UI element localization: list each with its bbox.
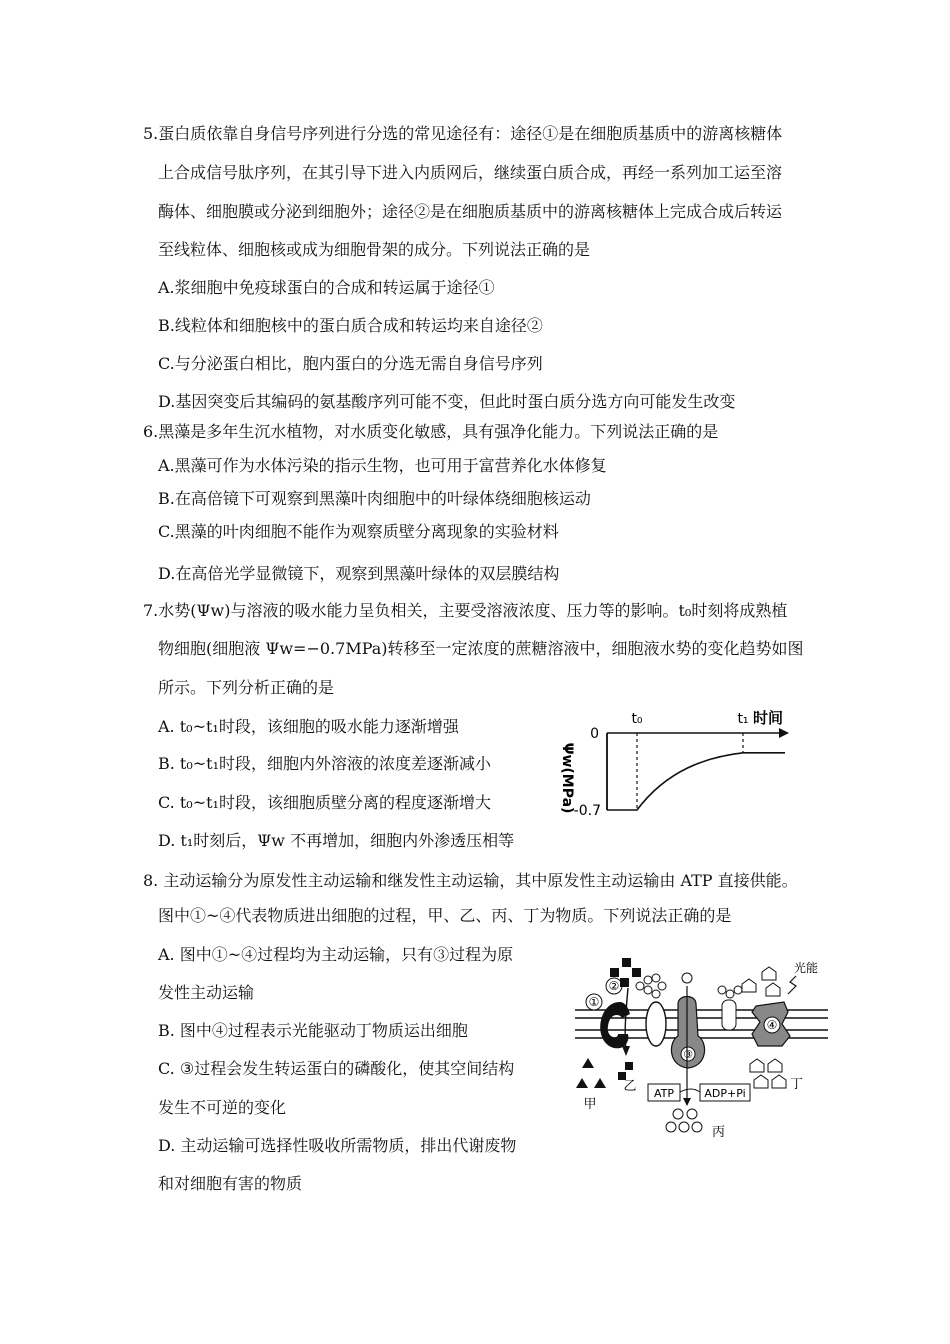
pentagons-top (742, 967, 780, 996)
membrane-transport-diagram (570, 950, 835, 1145)
q7-stem-line-3: 所示。下列分析正确的是 (158, 678, 335, 697)
q8-option-d: D. 主动运输可选择性吸收所需物质，排出代谢废物 (158, 1136, 517, 1155)
q8-option-b: B. 图中④过程表示光能驱动丁物质运出细胞 (158, 1021, 468, 1040)
circle-bing-top (682, 973, 692, 983)
x-tick-t1: t₁ (737, 711, 749, 727)
water-potential-chart (545, 690, 795, 850)
q7-option-d: D. t₁时刻后，Ψw 不再增加，细胞内外渗透压相等 (158, 831, 515, 850)
q8-option-d-cont: 和对细胞有害的物质 (158, 1174, 303, 1193)
arrow-3-head (683, 1098, 691, 1106)
arrow-2-head (622, 1046, 630, 1056)
x-axis-label: 时间 (753, 709, 784, 727)
substance-bing: 丙 (712, 1125, 726, 1140)
q6-option-d: D.在高倍光学显微镜下，观察到黑藻叶绿体的双层膜结构 (158, 564, 560, 583)
series-line (607, 753, 785, 810)
y-tick-minus-0-7: -0.7 (573, 803, 601, 819)
channel-oval (646, 1002, 666, 1046)
process-4-label: ④ (766, 1018, 778, 1032)
process-1-label: ① (588, 995, 600, 1009)
bead-chain (636, 974, 666, 998)
y-axis-label: Ψw(MPa) (559, 742, 575, 814)
q8-option-a: A. 图中①~④过程均为主动运输，只有③过程为原 (158, 945, 514, 964)
q8-option-c: C. ③过程会发生转运蛋白的磷酸化，使其空间结构 (158, 1059, 515, 1078)
y-tick-0: 0 (590, 726, 599, 742)
q5-option-a: A.浆细胞中免疫球蛋白的合成和转运属于途径① (158, 278, 495, 297)
q8-option-a-cont: 发性主动运输 (158, 983, 255, 1002)
q5-stem-line-3: 酶体、细胞膜或分泌到细胞外；途径②是在细胞质基质中的游离核糖体上完成合成后转运 (158, 202, 783, 221)
channel-small (718, 986, 742, 1030)
light-energy-label: 光能 (794, 961, 819, 975)
squares-bottom (618, 1062, 633, 1080)
atp-label: ATP (653, 1087, 675, 1100)
q5-stem-line-1: 5.蛋白质依靠自身信号序列进行分选的常见途径有：途径①是在细胞质基质中的游离核糖体 (143, 124, 783, 143)
circles-bing (666, 1109, 702, 1132)
q7-stem-line-2: 物细胞(细胞液 Ψw=−0.7MPa)转移至一定浓度的蔗糖溶液中，细胞液水势的变化趋势如图 (158, 639, 804, 658)
q7-option-b: B. t₀~t₁时段，细胞内外溶液的浓度差逐渐减小 (158, 754, 492, 773)
x-axis-arrow (779, 728, 789, 738)
q5-option-d: D.基因突变后其编码的氨基酸序列可能不变，但此时蛋白质分选方向可能发生改变 (158, 392, 736, 411)
adp-label: ADP+Pi (704, 1087, 746, 1100)
process-3-label: ③ (683, 1048, 693, 1061)
substance-ding: 丁 (790, 1077, 804, 1092)
substance-jia: 甲 (583, 1097, 597, 1112)
q5-stem-line-2: 上合成信号肽序列，在其引导下进入内质网后，继续蛋白质合成，再经一系列加工运至溶 (158, 163, 783, 182)
q6-option-a: A.黑藻可作为水体污染的指示生物，也可用于富营养化水体修复 (158, 456, 607, 475)
process-2-label: ② (608, 979, 620, 993)
q5-option-c: C.与分泌蛋白相比，胞内蛋白的分选无需自身信号序列 (158, 354, 543, 373)
q6-stem-line-1: 6.黑藻是多年生沉水植物，对水质变化敏感，具有强净化能力。下列说法正确的是 (143, 422, 719, 441)
light-arrow (788, 976, 796, 994)
q6-option-c: C.黑藻的叶肉细胞不能作为观察质壁分离现象的实验材料 (158, 522, 559, 541)
q7-option-a: A. t₀~t₁时段，该细胞的吸水能力逐渐增强 (158, 717, 459, 736)
x-tick-t0: t₀ (631, 711, 643, 727)
q5-stem-line-4: 至线粒体、细胞核或成为细胞骨架的成分。下列说法正确的是 (158, 240, 591, 259)
pentagons-ding (750, 1059, 786, 1088)
q7-stem-line-1: 7.水势(Ψw)与溶液的吸水能力呈负相关，主要受溶液浓度、压力等的影响。t₀时刻将成熟植 (143, 601, 788, 620)
q6-option-b: B.在高倍镜下可观察到黑藻叶肉细胞中的叶绿体绕细胞核运动 (158, 489, 591, 508)
q8-stem-line-1: 8. 主动运输分为原发性主动运输和继发性主动运输，其中原发性主动运输由 ATP 直接供能。 (143, 871, 798, 890)
q7-option-c: C. t₀~t₁时段，该细胞质壁分离的程度逐渐增大 (158, 793, 491, 812)
substance-yi: 乙 (623, 1079, 637, 1094)
q8-option-c-cont: 发生不可逆的变化 (158, 1098, 287, 1117)
atp-arrow (680, 1089, 700, 1092)
triangles-jia (576, 1058, 606, 1088)
q5-option-b: B.线粒体和细胞核中的蛋白质合成和转运均来自途径② (158, 316, 543, 335)
q8-stem-line-2: 图中①~④代表物质进出细胞的过程，甲、乙、丙、丁为物质。下列说法正确的是 (158, 906, 732, 925)
